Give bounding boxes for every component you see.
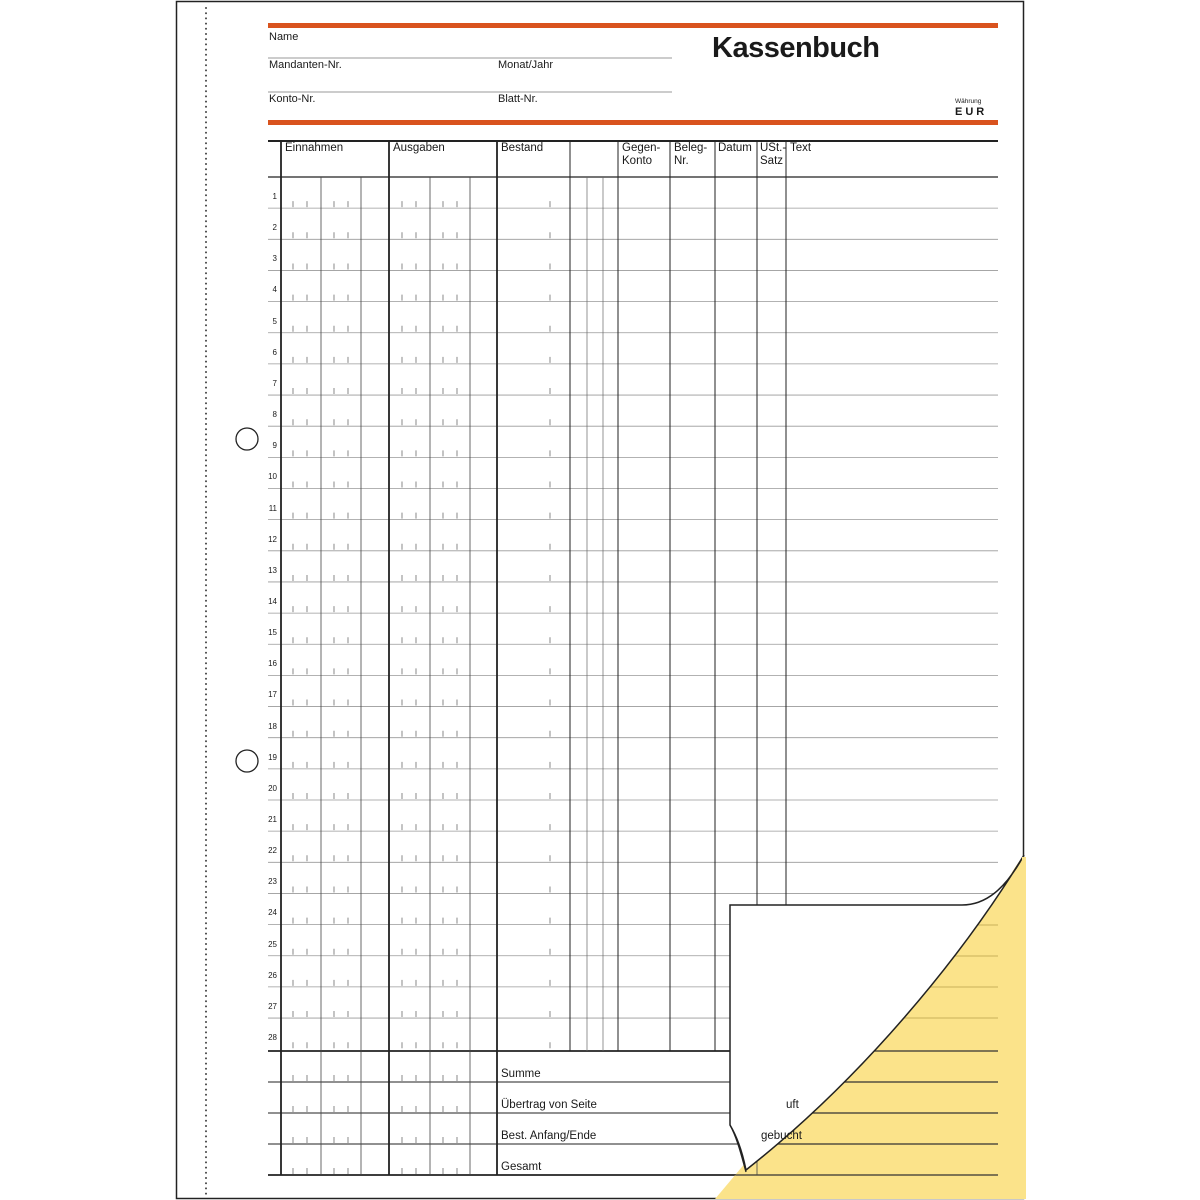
perforation-dot [205, 1130, 207, 1132]
perforation-dot [205, 1047, 207, 1049]
perforation-dot [205, 1109, 207, 1111]
perforation-dot [205, 740, 207, 742]
row-number: 3 [272, 254, 277, 264]
perforation-dot [205, 725, 207, 727]
perforation-dot [205, 199, 207, 201]
perforation-dot [205, 1115, 207, 1117]
perforation-dot [205, 641, 207, 643]
perforation-dot [205, 43, 207, 45]
perforation-dot [205, 1120, 207, 1122]
perforation-dot [205, 361, 207, 363]
perforation-dot [205, 548, 207, 550]
perforation-dot [205, 844, 207, 846]
perforation-dot [205, 787, 207, 789]
perforation-dot [205, 251, 207, 253]
perforation-dot [205, 1193, 207, 1195]
perforation-dot [205, 1031, 207, 1033]
perforation-dot [205, 153, 207, 155]
perforation-dot [205, 116, 207, 118]
perforation-dot [205, 652, 207, 654]
perforation-dot [205, 595, 207, 597]
perforation-dot [205, 1063, 207, 1065]
folded-page-face [731, 906, 737, 1121]
perforation-dot [205, 283, 207, 285]
perforation-dot [205, 236, 207, 238]
row-number: 28 [268, 1033, 277, 1043]
perforation-dot [205, 912, 207, 914]
column-header-beleg-nr [674, 142, 707, 168]
perforation-dot [205, 33, 207, 35]
column-header-ust-satz [760, 142, 786, 168]
perforation-dot [205, 1000, 207, 1002]
perforation-dot [205, 303, 207, 305]
perforation-dot [205, 1016, 207, 1018]
perforation-dot [205, 407, 207, 409]
perforation-dot [205, 1078, 207, 1080]
perforation-dot [205, 173, 207, 175]
perforation-dot [205, 849, 207, 851]
perforation-dot [205, 886, 207, 888]
row-number: 11 [268, 503, 277, 513]
perforation-dot [205, 127, 207, 129]
column-header-einnahmen: Einnahmen [285, 142, 344, 154]
column-header-gegenkonto-line2: Konto [622, 155, 653, 167]
gesamt-label: Gesamt [501, 1161, 542, 1173]
perforation-dot [205, 80, 207, 82]
perforation-dot [205, 517, 207, 519]
perforation-dot [205, 839, 207, 841]
perforation-dot [205, 943, 207, 945]
perforation-dot [205, 485, 207, 487]
perforation-dot [205, 381, 207, 383]
perforation-dot [205, 823, 207, 825]
perforation-dot [205, 496, 207, 498]
row-number: 10 [268, 472, 277, 482]
perforation-dot [205, 662, 207, 664]
perforation-dot [205, 402, 207, 404]
perforation-dot [205, 158, 207, 160]
perforation-dot [205, 418, 207, 420]
perforation-dot [205, 1089, 207, 1091]
perforation-dot [205, 1146, 207, 1148]
perforation-dot [205, 324, 207, 326]
perforation-dot [205, 1156, 207, 1158]
currency-value: EUR [955, 106, 988, 118]
row-number: 23 [268, 877, 277, 887]
perforation-dot [205, 1037, 207, 1039]
perforation-dot [205, 735, 207, 737]
perforation-dot [205, 730, 207, 732]
perforation-dot [205, 59, 207, 61]
column-header-ust-line1: USt.- [760, 142, 787, 154]
perforation-dot [205, 246, 207, 248]
perforation-dot [205, 995, 207, 997]
perforation-dot [205, 314, 207, 316]
column-header-text: Text [790, 142, 812, 154]
perforation-dot [205, 272, 207, 274]
perforation-dot [205, 818, 207, 820]
perforation-dot [205, 449, 207, 451]
perforation-dot [205, 990, 207, 992]
perforation-dot [205, 168, 207, 170]
perforation-dot [205, 777, 207, 779]
perforation-dot [205, 808, 207, 810]
perforation-dot [205, 491, 207, 493]
row-number: 2 [272, 223, 277, 233]
perforation-dot [205, 433, 207, 435]
row-number: 8 [272, 410, 277, 420]
perforation-dot [205, 553, 207, 555]
perforation-dot [205, 901, 207, 903]
perforation-dot [205, 1005, 207, 1007]
perforation-dot [205, 933, 207, 935]
perforation-dot [205, 605, 207, 607]
perforation-dot [205, 532, 207, 534]
perforation-dot [205, 7, 207, 9]
perforation-dot [205, 974, 207, 976]
perforation-dot [205, 870, 207, 872]
perforation-dot [205, 376, 207, 378]
perforation-dot [205, 964, 207, 966]
perforation-dot [205, 1172, 207, 1174]
perforation-dot [205, 922, 207, 924]
row-number: 19 [268, 752, 277, 762]
carbon-copy-text-fragment-1: uft [786, 1099, 799, 1111]
perforation-dot [205, 501, 207, 503]
perforation-dot [205, 761, 207, 763]
accent-bar-top [268, 23, 998, 28]
perforation-dot [205, 792, 207, 794]
perforation-dot [205, 335, 207, 337]
row-number: 18 [268, 721, 277, 731]
perforation-dot [205, 600, 207, 602]
perforation-dot [205, 657, 207, 659]
row-number: 17 [268, 690, 277, 700]
perforation-dot [205, 589, 207, 591]
perforation-dot [205, 267, 207, 269]
perforation-dot [205, 1021, 207, 1023]
perforation-dot [205, 90, 207, 92]
perforation-dot [205, 1141, 207, 1143]
perforation-dot [205, 23, 207, 25]
perforation-dot [205, 75, 207, 77]
perforation-dot [205, 1026, 207, 1028]
perforation-dot [205, 444, 207, 446]
perforation-dot [205, 194, 207, 196]
perforation-dot [205, 17, 207, 19]
perforation-dot [205, 506, 207, 508]
perforation-dot [205, 511, 207, 513]
perforation-dot [205, 439, 207, 441]
perforation-dot [205, 1068, 207, 1070]
perforation-dot [205, 673, 207, 675]
perforation-dot [205, 459, 207, 461]
perforation-dot [205, 719, 207, 721]
perforation-dot [205, 350, 207, 352]
perforation-dot [205, 969, 207, 971]
perforation-dot [205, 1011, 207, 1013]
perforation-dot [205, 527, 207, 529]
perforation-dot [205, 397, 207, 399]
perforation-dot [205, 49, 207, 51]
perforation-dot [205, 959, 207, 961]
perforation-dot [205, 121, 207, 123]
perforation-dot [205, 626, 207, 628]
perforation-dot [205, 355, 207, 357]
perforation-dot [205, 215, 207, 217]
perforation-dot [205, 329, 207, 331]
column-header-ust-line2: Satz [760, 155, 784, 167]
perforation-dot [205, 927, 207, 929]
form-title: Kassenbuch [712, 32, 880, 64]
perforation-dot [205, 543, 207, 545]
perforation-dot [205, 1099, 207, 1101]
perforation-dot [205, 709, 207, 711]
perforation-dot [205, 184, 207, 186]
perforation-dot [205, 563, 207, 565]
perforation-dot [205, 340, 207, 342]
perforation-dot [205, 1104, 207, 1106]
row-number: 4 [272, 285, 277, 295]
row-number: 24 [268, 908, 277, 918]
perforation-dot [205, 891, 207, 893]
column-header-bestand: Bestand [501, 142, 544, 154]
perforation-dot [205, 225, 207, 227]
row-number: 20 [268, 783, 277, 793]
perforation-dot [205, 179, 207, 181]
perforation-dot [205, 938, 207, 940]
perforation-dot [205, 1151, 207, 1153]
name-field-label: Name [269, 31, 299, 43]
perforation-dot [205, 537, 207, 539]
column-header-beleg-line1: Beleg- [674, 142, 708, 154]
perforation-dot [205, 1125, 207, 1127]
perforation-dot [205, 1135, 207, 1137]
perforation-dot [205, 106, 207, 108]
perforation-dot [205, 834, 207, 836]
perforation-dot [205, 678, 207, 680]
perforation-dot [205, 693, 207, 695]
perforation-dot [205, 28, 207, 30]
column-header-beleg-line2: Nr. [674, 155, 689, 167]
perforation-dot [205, 1182, 207, 1184]
perforation-dot [205, 12, 207, 14]
perforation-dot [205, 647, 207, 649]
row-number: 26 [268, 970, 277, 980]
perforation-dot [205, 1042, 207, 1044]
perforation-dot [205, 205, 207, 207]
perforation-dot [205, 699, 207, 701]
binding-hole [236, 750, 258, 772]
perforation-dot [205, 756, 207, 758]
perforation-dot [205, 860, 207, 862]
perforation-dot [205, 465, 207, 467]
perforation-dot [205, 142, 207, 144]
perforation-dot [205, 683, 207, 685]
perforation-dot [205, 1187, 207, 1189]
perforation-dot [205, 1094, 207, 1096]
perforation-dot [205, 64, 207, 66]
row-number: 7 [272, 378, 277, 388]
row-number: 6 [272, 347, 277, 357]
perforation-dot [205, 813, 207, 815]
row-number: 14 [268, 596, 277, 606]
perforation-dot [205, 480, 207, 482]
perforation-dot [205, 714, 207, 716]
uebertrag-label: Übertrag von Seite [501, 1099, 597, 1111]
mandanten-nr-field-label: Mandanten-Nr. [269, 59, 342, 71]
perforation-dot [205, 475, 207, 477]
column-header-gegenkonto [622, 142, 660, 168]
perforation-dot [205, 392, 207, 394]
perforation-dot [205, 522, 207, 524]
perforation-dot [205, 262, 207, 264]
perforation-dot [205, 1177, 207, 1179]
perforation-dot [205, 220, 207, 222]
perforation-dot [205, 423, 207, 425]
perforation-dot [205, 1073, 207, 1075]
perforation-dot [205, 948, 207, 950]
blatt-nr-field-label: Blatt-Nr. [498, 93, 538, 105]
perforation-dot [205, 288, 207, 290]
carbon-copy-text-fragment-2: gebucht [761, 1130, 802, 1142]
perforation-dot [205, 366, 207, 368]
perforation-dot [205, 309, 207, 311]
perforation-dot [205, 319, 207, 321]
perforation-dot [205, 470, 207, 472]
perforation-dot [205, 610, 207, 612]
binding-hole [236, 428, 258, 450]
perforation-dot [205, 293, 207, 295]
perforation-dot [205, 979, 207, 981]
row-number: 5 [272, 316, 277, 326]
perforation-dot [205, 615, 207, 617]
konto-nr-field-label: Konto-Nr. [269, 93, 316, 105]
perforation-dot [205, 745, 207, 747]
currency-label: Währung [955, 98, 982, 105]
perforation-dot [205, 751, 207, 753]
perforation-dot [205, 953, 207, 955]
perforation-dot [205, 257, 207, 259]
perforation-dot [205, 1161, 207, 1163]
perforation-dot [205, 101, 207, 103]
accent-bar-bottom [268, 120, 998, 125]
perforation-dot [205, 454, 207, 456]
perforation-dot [205, 54, 207, 56]
row-number: 21 [268, 815, 277, 824]
perforation-dot [205, 782, 207, 784]
perforation-dot [205, 69, 207, 71]
perforation-dot [205, 667, 207, 669]
perforation-dot [205, 241, 207, 243]
perforation-dot [205, 298, 207, 300]
perforation-dot [205, 147, 207, 149]
perforation-dot [205, 704, 207, 706]
row-number: 15 [268, 628, 277, 638]
perforation-dot [205, 875, 207, 877]
row-number: 12 [268, 534, 277, 544]
perforation-dot [205, 1057, 207, 1059]
perforation-dot [205, 1052, 207, 1054]
summe-label: Summe [501, 1068, 541, 1080]
perforation-dot [205, 579, 207, 581]
perforation-dot [205, 803, 207, 805]
perforation-dot [205, 621, 207, 623]
perforation-dot [205, 569, 207, 571]
row-number: 9 [272, 441, 277, 451]
row-number: 13 [268, 565, 277, 575]
perforation-dot [205, 636, 207, 638]
perforation-dot [205, 137, 207, 139]
bestand-anfang-ende-label: Best. Anfang/Ende [501, 1130, 597, 1142]
column-header-ausgaben: Ausgaben [393, 142, 445, 154]
perforation-dot [205, 797, 207, 799]
row-number: 22 [268, 846, 277, 856]
perforation-dot [205, 132, 207, 134]
perforation-dot [205, 95, 207, 97]
column-header-datum: Datum [718, 142, 752, 154]
perforation-dot [205, 584, 207, 586]
perforation-dot [205, 771, 207, 773]
perforation-dot [205, 428, 207, 430]
row-number: 25 [268, 939, 277, 949]
perforation-dot [205, 163, 207, 165]
perforation-dot [205, 1167, 207, 1169]
perforation-dot [205, 881, 207, 883]
column-header-gegenkonto-line1: Gegen- [622, 142, 661, 154]
perforation-dot [205, 387, 207, 389]
perforation-dot [205, 231, 207, 233]
perforation-dot [205, 631, 207, 633]
perforation-dot [205, 413, 207, 415]
perforation-dot [205, 855, 207, 857]
perforation-dot [205, 985, 207, 987]
perforation-dot [205, 371, 207, 373]
perforation-dot [205, 85, 207, 87]
perforation-dot [205, 1083, 207, 1085]
perforation-dot [205, 277, 207, 279]
perforation-dot [205, 688, 207, 690]
perforation-dot [205, 210, 207, 212]
carbon-edge [1022, 857, 1026, 1199]
perforation-dot [205, 345, 207, 347]
perforation-dot [205, 558, 207, 560]
perforation-dot [205, 38, 207, 40]
perforation-dot [205, 907, 207, 909]
perforation-dot [205, 766, 207, 768]
perforation-dot [205, 896, 207, 898]
perforation-dot [205, 574, 207, 576]
row-number: 27 [268, 1001, 277, 1011]
perforation-dot [205, 111, 207, 113]
perforation-dot [205, 189, 207, 191]
perforation-dot [205, 829, 207, 831]
row-number: 1 [272, 192, 277, 201]
row-number: 16 [268, 659, 277, 669]
perforation-dot [205, 917, 207, 919]
perforation-dot [205, 865, 207, 867]
monat-jahr-field-label: Monat/Jahr [498, 59, 554, 71]
